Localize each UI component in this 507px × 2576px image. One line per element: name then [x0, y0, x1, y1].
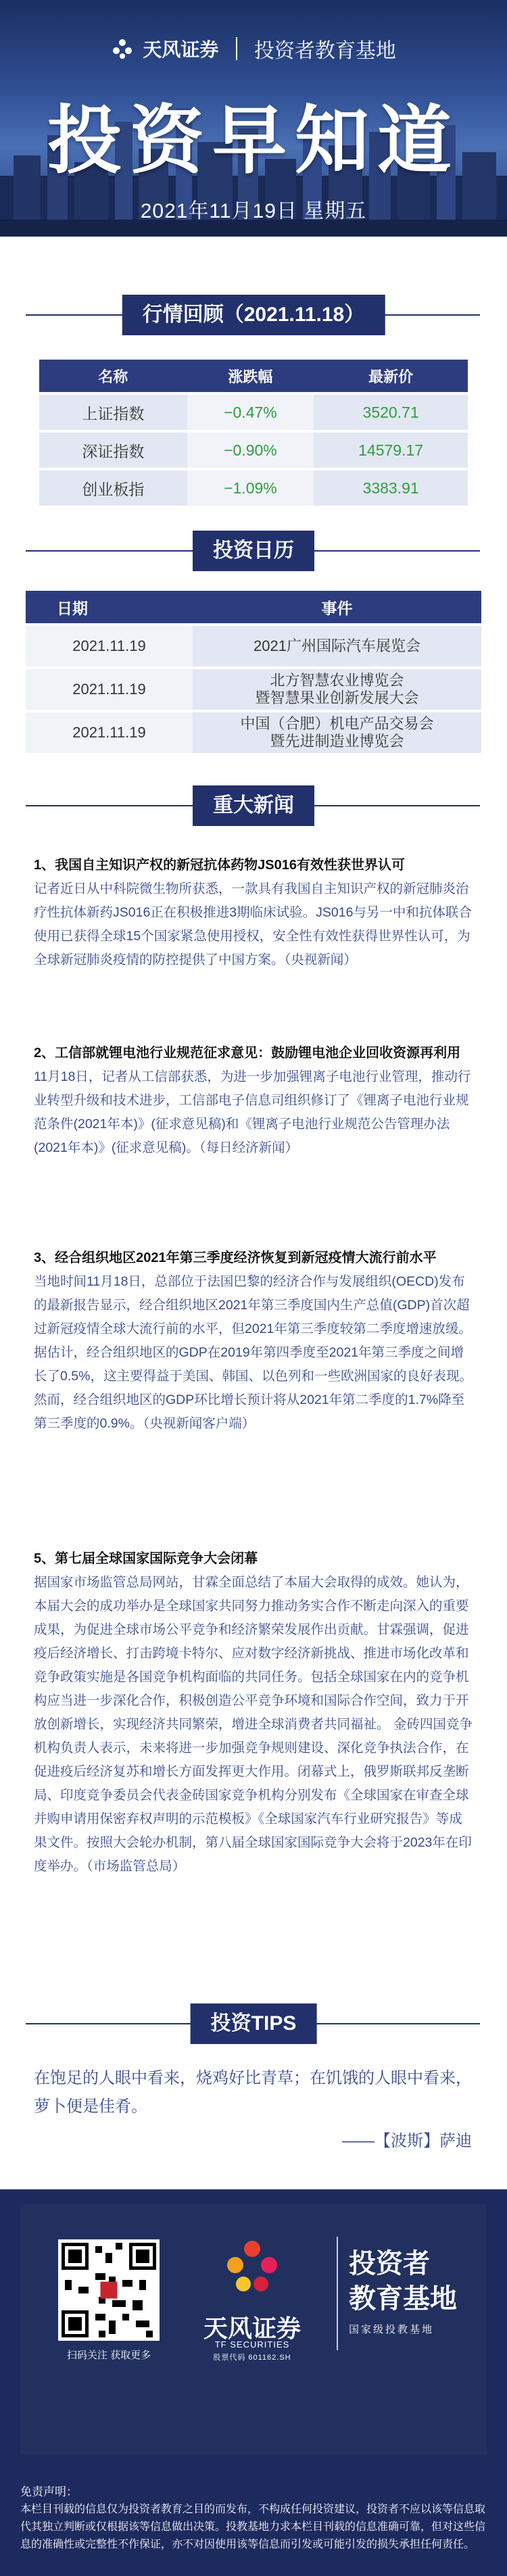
news-item — [34, 1547, 473, 1878]
table-row — [39, 433, 468, 468]
table-row — [39, 395, 468, 430]
index-name: 深证指数 — [39, 433, 187, 468]
market-table-header — [39, 360, 468, 392]
tf-logo-icon — [111, 37, 134, 60]
event-line: 暨智慧果业创新发展大会 — [255, 689, 419, 706]
qr-code-image[interactable] — [58, 2239, 160, 2341]
news-body: 11月18日，记者从工信部获悉，为进一步加强锂离子电池行业管理，推动行业转型升级和技术进步，工信部电子信息司组织修订了《锂离子电池行业规范条件(2021年本)》(征求意见稿)和《锂离子电池行业规范公告管理办法(2021年本)》(征求意见稿)。（每日经济新闻） — [34, 1069, 471, 1155]
calendar-section-title: 投资日历 — [193, 531, 314, 571]
news-title: 1、我国自主知识产权的新冠抗体药物JS016有效性获世界认可 — [34, 858, 405, 873]
footer-brand-name: 天风证券 — [203, 2314, 301, 2342]
index-price: 14579.17 — [314, 433, 468, 468]
index-price: 3383.91 — [314, 470, 468, 506]
disclaimer-text: 本栏目刊载的信息仅为投资者教育之目的而发布，不构成任何投资建议，投资者不应以该等信息取代其独立判断或仅根据该等信息做出决策。投教基地力求本栏目刊载的信息准确可靠，但对这些信息的准确性或完整性不作保证，亦不对因使用该等信息而引发或可能引发的损失承担任何责任。 — [20, 2504, 486, 2550]
event-line: 2021广州国际汽车展览会 — [254, 637, 420, 654]
index-change: −0.90% — [187, 433, 314, 468]
news-body: 据国家市场监管总局网站，甘霖全面总结了本届大会取得的成效。她认为，本届大会的成功举办是全球国家共同努力推动务实合作不断走向深入的重要成果，为促进全球市场公平竞争和经济繁荣发展作出贡献。甘霖强调，促进疫后经济增长、打击跨境卡特尔、应对数字经济新挑战、推进市场化改革和竞争政策实施是各国竞争机构面临的共同任务。包括全球国家在内的竞争机构应当进一步深化合作，积极创造公平竞争环境和国际合作空间，致力于开放创新增长，实现经济共同繁荣，增进全球消费者共同福祉。 金砖四国竞争机构负责人表示，未来将进一步加强竞争规则建设、深化竞争执法合作，在促进疫后经济复苏和增长方面发挥更大作用。闭幕式上，俄罗斯联邦反垄断局、印度竞争委员会代表金砖国家竞争机构分别发布《全球国家在审查全球并购申请用保密弃权声明的示范模板》《全球国家汽车行业研究报告》等成果文件。按照大会轮办机制，第八届全球国家国际竞争大会将于2023年在印度举办。（市场监管总局） — [34, 1575, 473, 1874]
news-title: 3、经合组织地区2021年第三季度经济恢复到新冠疫情大流行前水平 — [34, 1250, 437, 1265]
index-price: 3520.71 — [314, 395, 468, 430]
tf-brand-logo-icon — [215, 2237, 289, 2304]
index-name: 上证指数 — [39, 395, 187, 430]
footer-base-sub: 国家级投教基地 — [349, 2324, 435, 2335]
event-line: 中国（合肥）机电产品交易会 — [240, 715, 434, 732]
event-date: 2021.11.19 — [26, 712, 193, 753]
col-name: 名称 — [39, 360, 187, 392]
index-change: −1.09% — [187, 470, 314, 506]
tips-author: ——【波斯】萨迪 — [342, 2132, 472, 2150]
brand-base: 投资者教育基地 — [254, 40, 396, 62]
qr-caption: 扫码关注 获取更多 — [66, 2350, 151, 2361]
table-row — [26, 712, 481, 753]
news-section-header — [0, 785, 507, 826]
disclaimer-title: 免责声明： — [20, 2485, 78, 2498]
market-table — [39, 357, 468, 508]
tips-section-title: 投资TIPS — [191, 2003, 317, 2044]
header-banner — [0, 0, 507, 237]
col-date: 日期 — [26, 591, 193, 623]
market-section-title: 行情回顾（2021.11.18） — [122, 295, 385, 335]
col-event: 事件 — [193, 591, 481, 623]
index-change: −0.47% — [187, 395, 314, 430]
news-title: 2、工信部就锂电池行业规范征求意见：鼓励锂电池企业回收资源再利用 — [34, 1046, 461, 1061]
news-item — [34, 1246, 473, 1436]
stock-code: 股票代码 601162.SH — [213, 2354, 291, 2362]
news-title: 5、第七届全球国家国际竞争大会闭幕 — [34, 1551, 258, 1566]
col-change: 涨跌幅 — [187, 360, 314, 392]
event-cell — [193, 712, 481, 753]
brand-row — [0, 34, 507, 64]
footer-base-title — [349, 2246, 477, 2316]
event-cell — [193, 669, 481, 710]
tips-quote: 在饱足的人眼中看来，烧鸡好比青草；在饥饿的人眼中看来，萝卜便是佳肴。 — [34, 2069, 472, 2116]
news-body: 当地时间11月18日，总部位于法国巴黎的经济合作与发展组织(OECD)发布的最新报告显示，经合组织地区2021年第三季度国内生产总值(GDP)首次超过新冠疫情全球大流行前的水平，但2021年第三季度较第二季度增速放缓。据估计，经合组织地区的GDP在2019年第四季度至2021年第三季度之间增长了0.5%，这主要得益于美国、韩国、以色列和一些欧洲国家的良好表现。然而，经合组织地区的GDP环比增长预计将从2021年第二季度的1.7%降至第三季度的0.9%。（央视新闻客户端） — [34, 1274, 473, 1431]
event-line: 北方智慧农业博览会 — [270, 672, 404, 689]
table-row — [26, 669, 481, 710]
news-item — [34, 1041, 473, 1160]
footer-base-line2: 教育基地 — [349, 2284, 457, 2314]
calendar-table — [26, 588, 481, 756]
event-date: 2021.11.19 — [26, 626, 193, 666]
page-title: 投资早知道 — [47, 99, 460, 183]
brand-divider — [236, 37, 237, 60]
news-section-title: 重大新闻 — [193, 785, 314, 826]
news-item — [34, 853, 473, 972]
news-body: 记者近日从中科院微生物所获悉，一款具有我国自主知识产权的新冠肺炎治疗性抗体新药JS016正在积极推进3期临床试验。JS016与另一中和抗体联合使用已获得全球15个国家紧急使用授权，安全性有效性获得世界性认可，为全球新冠肺炎疫情的防控提供了中国方案。（央视新闻） — [34, 881, 472, 967]
event-cell — [193, 626, 481, 666]
brand-name: 天风证券 — [143, 39, 219, 60]
event-date: 2021.11.19 — [26, 669, 193, 710]
footer-brand-en: TF SECURITIES — [214, 2339, 290, 2350]
table-row — [26, 626, 481, 666]
calendar-table-header — [26, 591, 481, 623]
index-name: 创业板指 — [39, 470, 187, 506]
calendar-section-header — [0, 531, 507, 571]
market-section-header — [0, 295, 507, 335]
table-row — [39, 470, 468, 506]
footer-divider — [337, 2237, 338, 2350]
tips-section-header — [0, 2003, 507, 2044]
issue-date: 2021年11月19日 星期五 — [140, 200, 367, 222]
col-price: 最新价 — [314, 360, 468, 392]
footer-base-line1: 投资者 — [349, 2249, 430, 2279]
event-line: 暨先进制造业博览会 — [270, 733, 404, 750]
